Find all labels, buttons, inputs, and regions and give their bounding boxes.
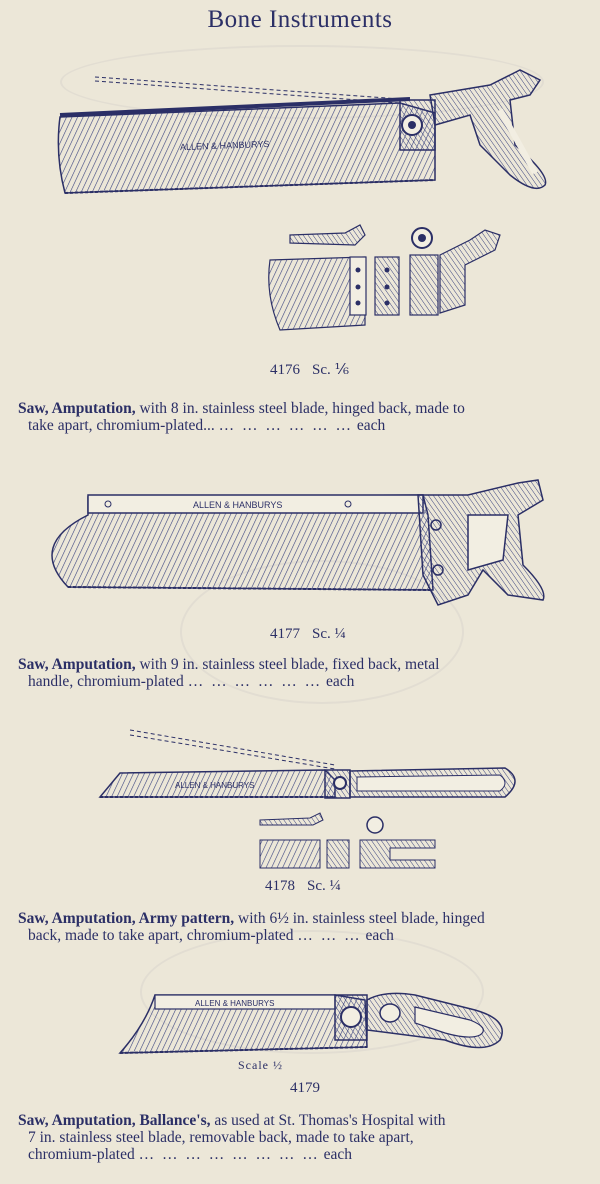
figure-number: 4176	[270, 362, 300, 378]
price-unit: each	[323, 1146, 353, 1163]
figure-number-4179	[290, 1080, 320, 1097]
item-desc-line1: with 9 in. stainless steel blade, fixed back, metal	[139, 656, 440, 673]
item-desc-line2: take apart, chromium-plated...	[28, 417, 215, 434]
blade-maker-mark: ALLEN & HANBURYS	[179, 138, 270, 153]
saw-illustration-4177	[28, 475, 578, 620]
leader-dots: … … … … … …	[187, 673, 323, 690]
saw-illustration-4178	[95, 725, 525, 875]
figure-scale-label-4179	[238, 1058, 283, 1073]
figure-number: 4179	[290, 1080, 320, 1096]
item-name: Saw, Amputation,	[18, 656, 136, 673]
figure-number: 4177	[270, 626, 300, 642]
item-name: Saw, Amputation, Ballance's,	[18, 1112, 211, 1129]
item-desc-line3: chromium-plated	[28, 1146, 135, 1163]
saw-illustration-4179	[115, 985, 505, 1060]
price-unit: each	[325, 673, 355, 690]
price-unit: each	[365, 927, 394, 944]
item-desc-line2: back, made to take apart, chromium-plated	[28, 927, 294, 944]
item-name: Saw, Amputation, Army pattern,	[18, 910, 235, 927]
item-description-4177	[18, 656, 566, 690]
item-name: Saw, Amputation,	[18, 400, 136, 417]
item-desc-line2: handle, chromium-plated	[28, 673, 184, 690]
blade-maker-mark: ALLEN & HANBURYS	[193, 500, 283, 510]
price-unit: each	[356, 417, 386, 434]
leader-dots: … … …	[297, 927, 362, 944]
page-title: Bone Instruments	[207, 6, 393, 33]
figure-scale: Sc. ¼	[312, 626, 346, 642]
figure-number-4177	[270, 626, 346, 643]
blade-maker-mark: ALLEN & HANBURYS	[175, 781, 255, 790]
blade-maker-mark: ALLEN & HANBURYS	[195, 999, 275, 1008]
item-desc-line1: with 8 in. stainless steel blade, hinged back, made to	[139, 400, 465, 417]
leader-dots: … … … … … … … …	[138, 1146, 320, 1163]
figure-scale: Scale ½	[238, 1058, 283, 1072]
saw-illustration-4176	[40, 55, 560, 355]
figure-scale: Sc. ¼	[307, 878, 341, 894]
figure-scale: Sc. ⅙	[312, 362, 350, 378]
figure-number-4176	[270, 360, 349, 379]
figure-number-4178	[265, 878, 341, 895]
item-desc-line1: with 6½ in. stainless steel blade, hinged	[238, 910, 485, 927]
figure-number: 4178	[265, 878, 295, 894]
leader-dots: … … … … … …	[218, 417, 354, 434]
item-description-4179	[18, 1112, 566, 1163]
item-desc-line1: as used at St. Thomas's Hospital with	[214, 1112, 446, 1129]
item-description-4176	[18, 400, 566, 434]
item-description-4178	[18, 910, 566, 944]
item-desc-line2: 7 in. stainless steel blade, removable back, made to take apart,	[28, 1129, 414, 1146]
